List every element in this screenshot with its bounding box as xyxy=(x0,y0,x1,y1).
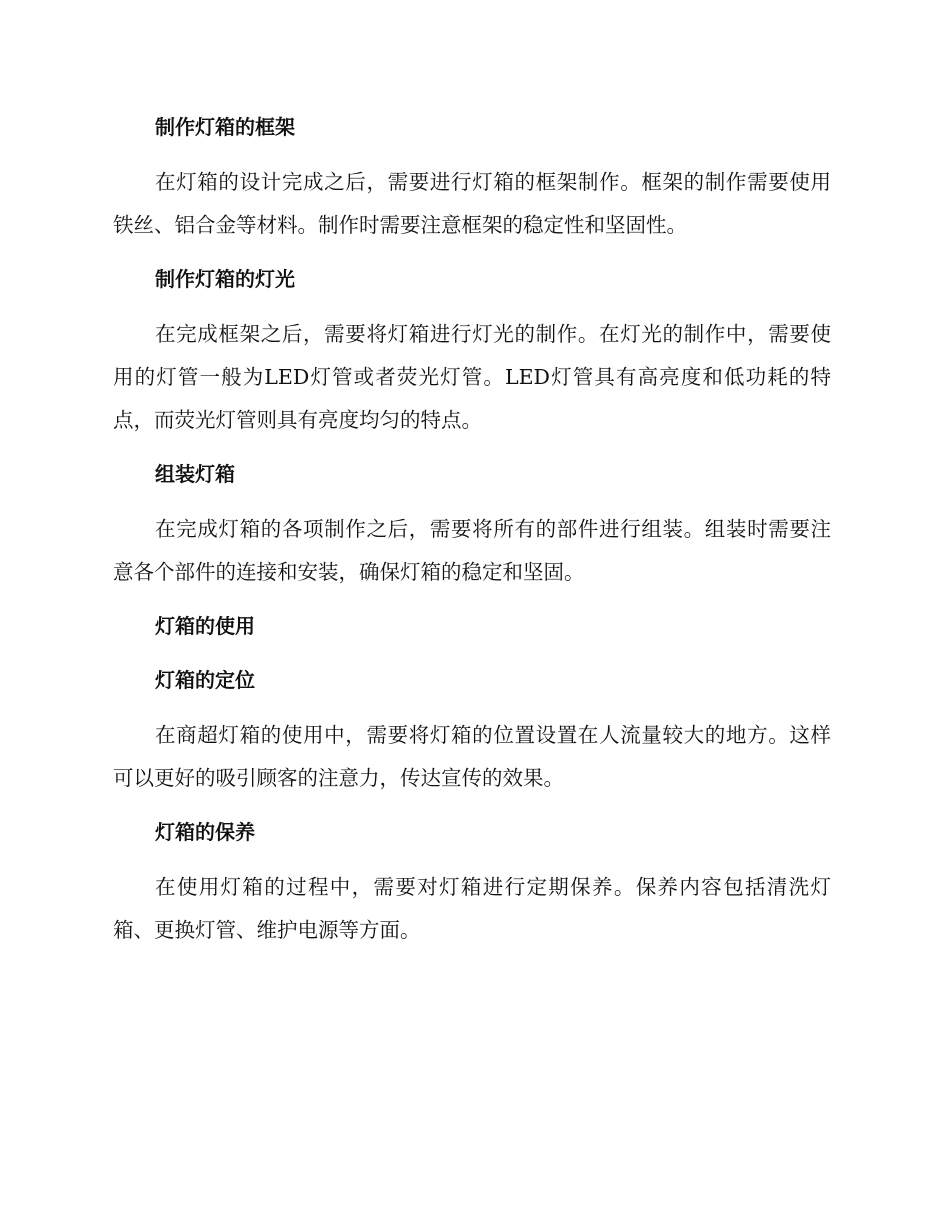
section-paragraph-frame: 在灯箱的设计完成之后，需要进行灯箱的框架制作。框架的制作需要使用铁丝、铝合金等材料。制作时需要注意框架的稳定性和坚固性。 xyxy=(113,170,831,237)
document-body xyxy=(113,107,831,952)
section-paragraph-assembly: 在完成灯箱的各项制作之后，需要将所有的部件进行组装。组装时需要注意各个部件的连接和安装，确保灯箱的稳定和坚固。 xyxy=(113,517,831,584)
section-paragraph-lighting: 在完成框架之后，需要将灯箱进行灯光的制作。在灯光的制作中，需要使用的灯管一般为LED灯管或者荧光灯管。LED灯管具有高亮度和低功耗的特点，而荧光灯管则具有亮度均匀的特点。 xyxy=(113,322,831,432)
section-heading-assembly: 组装灯箱 xyxy=(155,462,235,486)
section-heading-frame: 制作灯箱的框架 xyxy=(155,115,295,139)
section-heading-positioning: 灯箱的定位 xyxy=(155,668,255,692)
section-heading-maintenance: 灯箱的保养 xyxy=(155,820,255,844)
section-paragraph-maintenance: 在使用灯箱的过程中，需要对灯箱进行定期保养。保养内容包括清洗灯箱、更换灯管、维护电源等方面。 xyxy=(113,875,831,942)
section-paragraph-positioning: 在商超灯箱的使用中，需要将灯箱的位置设置在人流量较大的地方。这样可以更好的吸引顾客的注意力，传达宣传的效果。 xyxy=(113,723,831,790)
section-heading-lighting: 制作灯箱的灯光 xyxy=(155,267,295,291)
section-heading-usage: 灯箱的使用 xyxy=(155,614,255,638)
